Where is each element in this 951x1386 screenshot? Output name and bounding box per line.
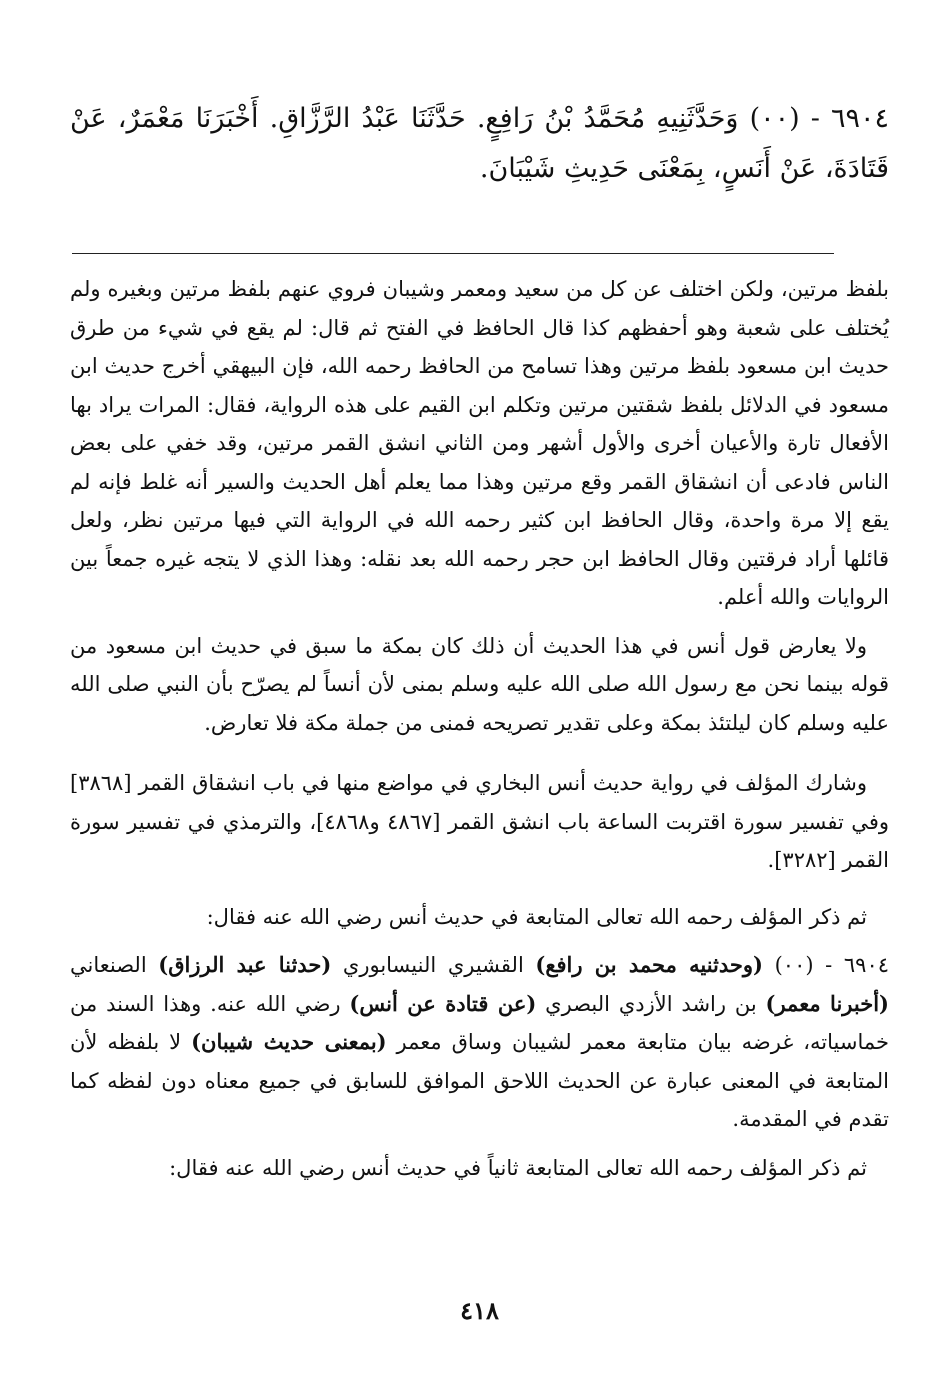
commentary-paragraph-2: ولا يعارض قول أنس في هذا الحديث أن ذلك كان بمكة ما سبق في حديث ابن مسعود من قوله بينما نحن مع رسول الله صلى الله عليه وسلم بمنى لأن أنساً لم يصرّح بأن النبي صلى الله عليه وسلم كان ليلتئذ بمكة وعلى تقدير تصريحه فمنى من جملة مكة فلا تعارض. bbox=[70, 633, 889, 735]
explanation-text: لا بلفظه لأن المتابعة في المعنى عبارة عن الحديث اللاحق الموافق للسابق في جميع معناه دون لفظه كما تقدم في المقدمة. bbox=[70, 1030, 889, 1131]
footnote-divider bbox=[72, 253, 834, 254]
commentary-paragraph-4: ثم ذكر المؤلف رحمه الله تعالى المتابعة في حديث أنس رضي الله عنه فقال: bbox=[206, 904, 867, 929]
hadith-number: ٦٩٠٤ - (٠٠) bbox=[762, 953, 890, 977]
matn-phrase: (عن قتادة عن أنس) bbox=[349, 990, 537, 1016]
matn-phrase: (أخبرنا معمر) bbox=[765, 990, 889, 1016]
commentary-paragraph-3: وشارك المؤلف في رواية حديث أنس البخاري في مواضع منها في باب انشقاق القمر [٣٨٦٨] وفي تفسير سورة اقتربت الساعة باب انشق القمر [٤٨٦٧ و٤٨٦٨]، والترمذي في تفسير سورة القمر [٣٢٨٢]. bbox=[70, 771, 889, 872]
explanation-text: القشيري النيسابوري bbox=[331, 953, 536, 977]
commentary-paragraph-6: ثم ذكر المؤلف رحمه الله تعالى المتابعة ثانياً في حديث أنس رضي الله عنه فقال: bbox=[169, 1155, 867, 1180]
explanation-text: رضي الله عنه. وهذا السند من خماسياته، غرضه بيان متابعة معمر لشيبان وساق معمر bbox=[70, 991, 889, 1054]
matn-phrase: (حدثنا عبد الرزاق) bbox=[158, 952, 332, 977]
page-number: ٤١٨ bbox=[460, 1296, 499, 1325]
hadith-text: ٦٩٠٤ - (٠٠) وَحَدَّثَنِيهِ مُحَمَّدُ بْنُ رَافِعٍ. حَدَّثَنَا عَبْدُ الرَّزَّاقِ. أَخْبَرَنَا مَعْمَرٌ، عَنْ قَتَادَةَ، عَنْ أَنَسٍ، بِمَعْنَى حَدِيثِ شَيْبَانَ. bbox=[70, 103, 889, 184]
matn-phrase: (بمعنى حديث شيبان) bbox=[191, 1029, 387, 1054]
commentary bbox=[70, 270, 889, 1187]
explanation-text: بن راشد الأزدي البصري bbox=[536, 991, 766, 1016]
explanation-text: الصنعاني bbox=[70, 953, 159, 977]
commentary-paragraph-1: بلفظ مرتين، ولكن اختلف عن كل من سعيد ومعمر وشيبان فروي عنهم بلفظ مرتين وبغيره ولم يُختلف على شعبة وهو أحفظهم كذا قال الحافظ في الفتح ثم قال: لم يقع في شيء من طرق حديث ابن مسعود بلفظ مرتين وهذا تسامح من الحافظ رحمه الله، فإن البيهقي أخرج حديث ابن مسعود في الدلائل بلفظ شقتين مرتين وتكلم ابن القيم على هذه الرواية، فقال: المرات يراد بها الأفعال تارة والأعيان أخرى والأول أشهر ومن الثاني انشق القمر مرتين، وقد خفي على بعض الناس فادعى أن انشقاق القمر وقع مرتين وهذا مما يعلم أهل الحديث والسير أنه غلط فإنه لم يقع إلا مرة واحدة، وقال الحافظ ابن كثير رحمه الله في الرواية التي فيها مرتين نظر، ولعل قائلها أراد فرقتين وقال الحافظ ابن حجر رحمه الله بعد نقله: وهذا الذي لا يتجه غيره جمعاً بين الروايات والله أعلم. bbox=[70, 277, 889, 609]
book-page bbox=[70, 0, 889, 1386]
commentary-paragraph-5 bbox=[70, 946, 889, 1139]
matn-phrase: (وحدثنيه محمد بن رافع) bbox=[535, 952, 763, 977]
